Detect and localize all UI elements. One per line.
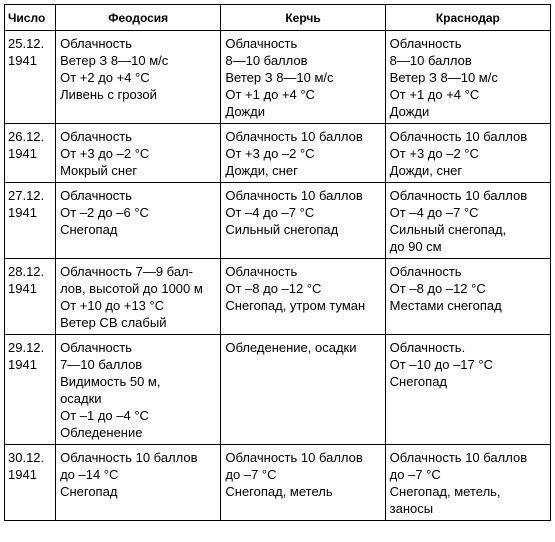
- cell-line: От +3 до –2 °С: [389, 146, 479, 161]
- header-kerch: Керчь: [221, 5, 385, 31]
- feodosia-cell: [56, 335, 221, 445]
- cell-line: Снегопад: [389, 374, 448, 389]
- cell-line: Дожди: [225, 104, 265, 119]
- cell-line: Мокрый снег: [60, 163, 138, 178]
- cell-line: От –4 до –7 °С: [225, 205, 315, 220]
- cell-line: Облачность: [389, 36, 462, 51]
- header-krasnodar: Краснодар: [385, 5, 550, 31]
- cell-line: 25.12.: [8, 36, 45, 51]
- date-cell: [5, 335, 56, 445]
- header-row: [5, 5, 551, 31]
- cell-line: От –4 до –7 °С: [389, 205, 479, 220]
- feodosia-cell: [56, 259, 221, 335]
- table-row: [5, 124, 551, 183]
- cell-line: От –1 до –4 °С: [60, 408, 149, 423]
- kerch-cell: [221, 183, 385, 259]
- cell-line: 8—10 баллов: [389, 53, 472, 68]
- cell-line: Облачность.: [389, 340, 466, 355]
- cell-line: Облачность 10 баллов: [60, 450, 198, 465]
- cell-line: Снегопад, метель,: [389, 484, 501, 499]
- cell-line: Облачность 10 баллов: [225, 188, 363, 203]
- cell-line: 30.12.: [8, 450, 45, 465]
- cell-line: 1941: [8, 146, 37, 161]
- cell-line: Видимость 50 м,: [60, 374, 161, 389]
- header-feodosia: Феодосия: [56, 5, 221, 31]
- cell-line: От +1 до +4 °С: [389, 87, 480, 102]
- cell-line: 1941: [8, 53, 37, 68]
- cell-line: Обледенение, осадки: [225, 340, 357, 355]
- cell-line: Облачность: [60, 129, 132, 144]
- table-row: [5, 445, 551, 521]
- table-row: [5, 335, 551, 445]
- kerch-cell: [221, 124, 385, 183]
- cell-line: лов, высотой до 1000 м: [60, 281, 203, 296]
- krasnodar-cell: [385, 445, 550, 521]
- cell-line: Обледенение: [60, 425, 143, 440]
- cell-line: Облачность: [60, 340, 132, 355]
- cell-line: до –14 °С: [60, 467, 119, 482]
- cell-line: 1941: [8, 205, 37, 220]
- table-body: [5, 31, 551, 521]
- kerch-cell: [221, 335, 385, 445]
- cell-line: Облачность 10 баллов: [389, 188, 528, 203]
- cell-line: Ливень с грозой: [60, 87, 157, 102]
- kerch-cell: [221, 31, 385, 124]
- table-row: [5, 183, 551, 259]
- kerch-cell: [221, 445, 385, 521]
- cell-line: 7—10 баллов: [60, 357, 143, 372]
- cell-line: Дожди, снег: [389, 163, 463, 178]
- cell-line: Ветер СВ слабый: [60, 315, 167, 330]
- cell-line: От +3 до –2 °С: [60, 146, 150, 161]
- cell-line: Облачность: [225, 36, 298, 51]
- cell-line: 27.12.: [8, 188, 45, 203]
- krasnodar-cell: [385, 259, 550, 335]
- feodosia-cell: [56, 183, 221, 259]
- cell-line: От +2 до +4 °С: [60, 70, 150, 85]
- cell-line: Облачность: [60, 188, 132, 203]
- kerch-cell: [221, 259, 385, 335]
- table-row: [5, 31, 551, 124]
- krasnodar-cell: [385, 183, 550, 259]
- cell-line: Облачность: [60, 36, 132, 51]
- cell-line: Облачность 10 баллов: [389, 129, 528, 144]
- cell-line: осадки: [60, 391, 102, 406]
- cell-line: до –7 °С: [225, 467, 277, 482]
- date-cell: [5, 259, 56, 335]
- date-cell: [5, 31, 56, 124]
- table-row: [5, 259, 551, 335]
- cell-line: Облачность 7—9 бал-: [60, 264, 193, 279]
- cell-line: Сильный снегопад: [225, 222, 339, 237]
- cell-line: 28.12.: [8, 264, 45, 279]
- cell-line: Снегопад: [60, 222, 118, 237]
- weather-table: [4, 4, 551, 521]
- cell-line: до 90 см: [389, 239, 442, 254]
- header-date: Число: [5, 5, 56, 31]
- cell-line: От –8 до –12 °С: [389, 281, 486, 296]
- feodosia-cell: [56, 124, 221, 183]
- date-cell: [5, 445, 56, 521]
- krasnodar-cell: [385, 124, 550, 183]
- cell-line: Ветер З 8—10 м/с: [225, 70, 334, 85]
- feodosia-cell: [56, 445, 221, 521]
- cell-line: 1941: [8, 357, 37, 372]
- krasnodar-cell: [385, 335, 550, 445]
- cell-line: Дожди, снег: [225, 163, 298, 178]
- cell-line: От +1 до +4 °С: [225, 87, 315, 102]
- cell-line: 1941: [8, 467, 37, 482]
- cell-line: Дожди: [389, 104, 430, 119]
- feodosia-cell: [56, 31, 221, 124]
- cell-line: Облачность 10 баллов: [225, 129, 363, 144]
- cell-line: Местами снегопад: [389, 298, 502, 313]
- cell-line: Облачность: [225, 264, 298, 279]
- cell-line: От –8 до –12 °С: [225, 281, 322, 296]
- cell-line: Облачность 10 баллов: [225, 450, 363, 465]
- cell-line: 8—10 баллов: [225, 53, 308, 68]
- cell-line: 26.12.: [8, 129, 45, 144]
- cell-line: до –7 °С: [389, 467, 441, 482]
- cell-line: Сильный снегопад,: [389, 222, 507, 237]
- cell-line: От +10 до +13 °С: [60, 298, 165, 313]
- cell-line: 29.12.: [8, 340, 45, 355]
- cell-line: От +3 до –2 °С: [225, 146, 315, 161]
- cell-line: Снегопад: [60, 484, 118, 499]
- cell-line: От –10 до –17 °С: [389, 357, 493, 372]
- cell-line: Облачность 10 баллов: [389, 450, 528, 465]
- cell-line: 1941: [8, 281, 37, 296]
- date-cell: [5, 124, 56, 183]
- cell-line: Снегопад, метель: [225, 484, 333, 499]
- cell-line: Облачность: [389, 264, 462, 279]
- cell-line: Ветер З 8—10 м/с: [389, 70, 498, 85]
- cell-line: От –2 до –6 °С: [60, 205, 149, 220]
- cell-line: Снегопад, утром туман: [225, 298, 366, 313]
- cell-line: заносы: [389, 501, 434, 516]
- cell-line: Ветер З 8—10 м/с: [60, 53, 169, 68]
- krasnodar-cell: [385, 31, 550, 124]
- date-cell: [5, 183, 56, 259]
